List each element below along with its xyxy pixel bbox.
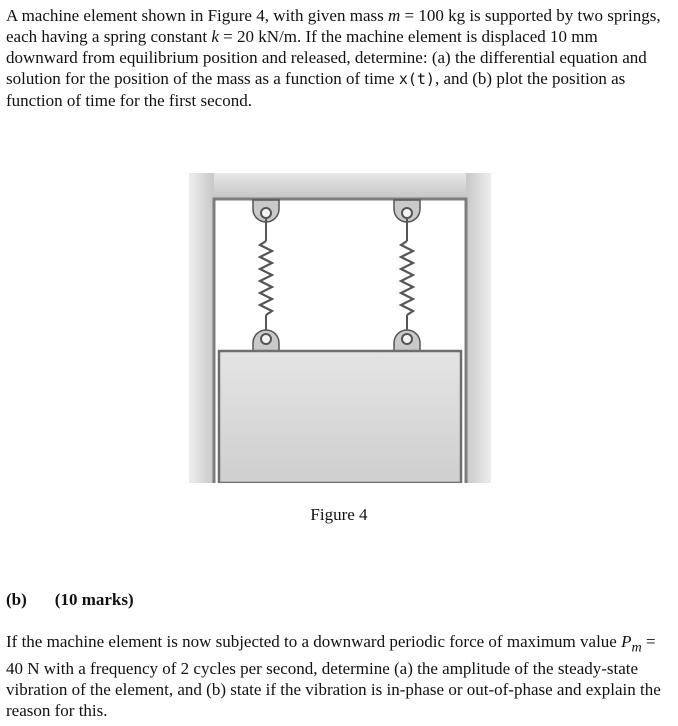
frame-left-wall — [189, 173, 214, 483]
mass-symbol: m — [387, 6, 401, 25]
machine-element-block — [219, 351, 461, 483]
right-spring — [394, 200, 420, 351]
part-b-text-start: If the machine element is now subjected to a downward periodic force of maximum value — [6, 632, 622, 651]
force-symbol — [621, 632, 642, 656]
part-b-text — [6, 631, 672, 721]
figure-4-diagram — [189, 173, 491, 483]
mass-value: = 100 kg is supported by two springs, each having a spring constant — [6, 6, 661, 46]
left-spring — [253, 200, 279, 351]
question-text — [6, 5, 672, 111]
x-of-t: x(t) — [398, 70, 435, 88]
part-b-marks: (10 marks) — [54, 590, 134, 609]
k-value: = 20 kN/m. If the machine element is displaced 10 mm downward from equilibrium position and released, determine: (a) the differential equation and solution for the position of the mass as a function of time — [6, 27, 647, 88]
part-b-text-end: = 40 N with a frequency of 2 cycles per second, determine (a) the amplitude of the steady-state vibration of the element, and (b) state if the vibration is in-phase or out-of-phase and explain the reason for this. — [6, 632, 661, 721]
part-b-heading — [6, 590, 134, 610]
question-tail: , and (b) plot the position as function of time for the first second. — [6, 69, 626, 110]
frame-top-beam — [189, 173, 491, 199]
frame-right-wall — [466, 173, 491, 483]
part-b-label: (b) — [6, 590, 27, 609]
figure-caption: Figure 4 — [310, 505, 368, 524]
force-symbol-sub: m — [631, 639, 642, 656]
force-symbol-base: P — [621, 632, 632, 651]
k-symbol: k — [211, 27, 219, 46]
question-intro: A machine element shown in Figure 4, with given mass — [6, 6, 388, 25]
